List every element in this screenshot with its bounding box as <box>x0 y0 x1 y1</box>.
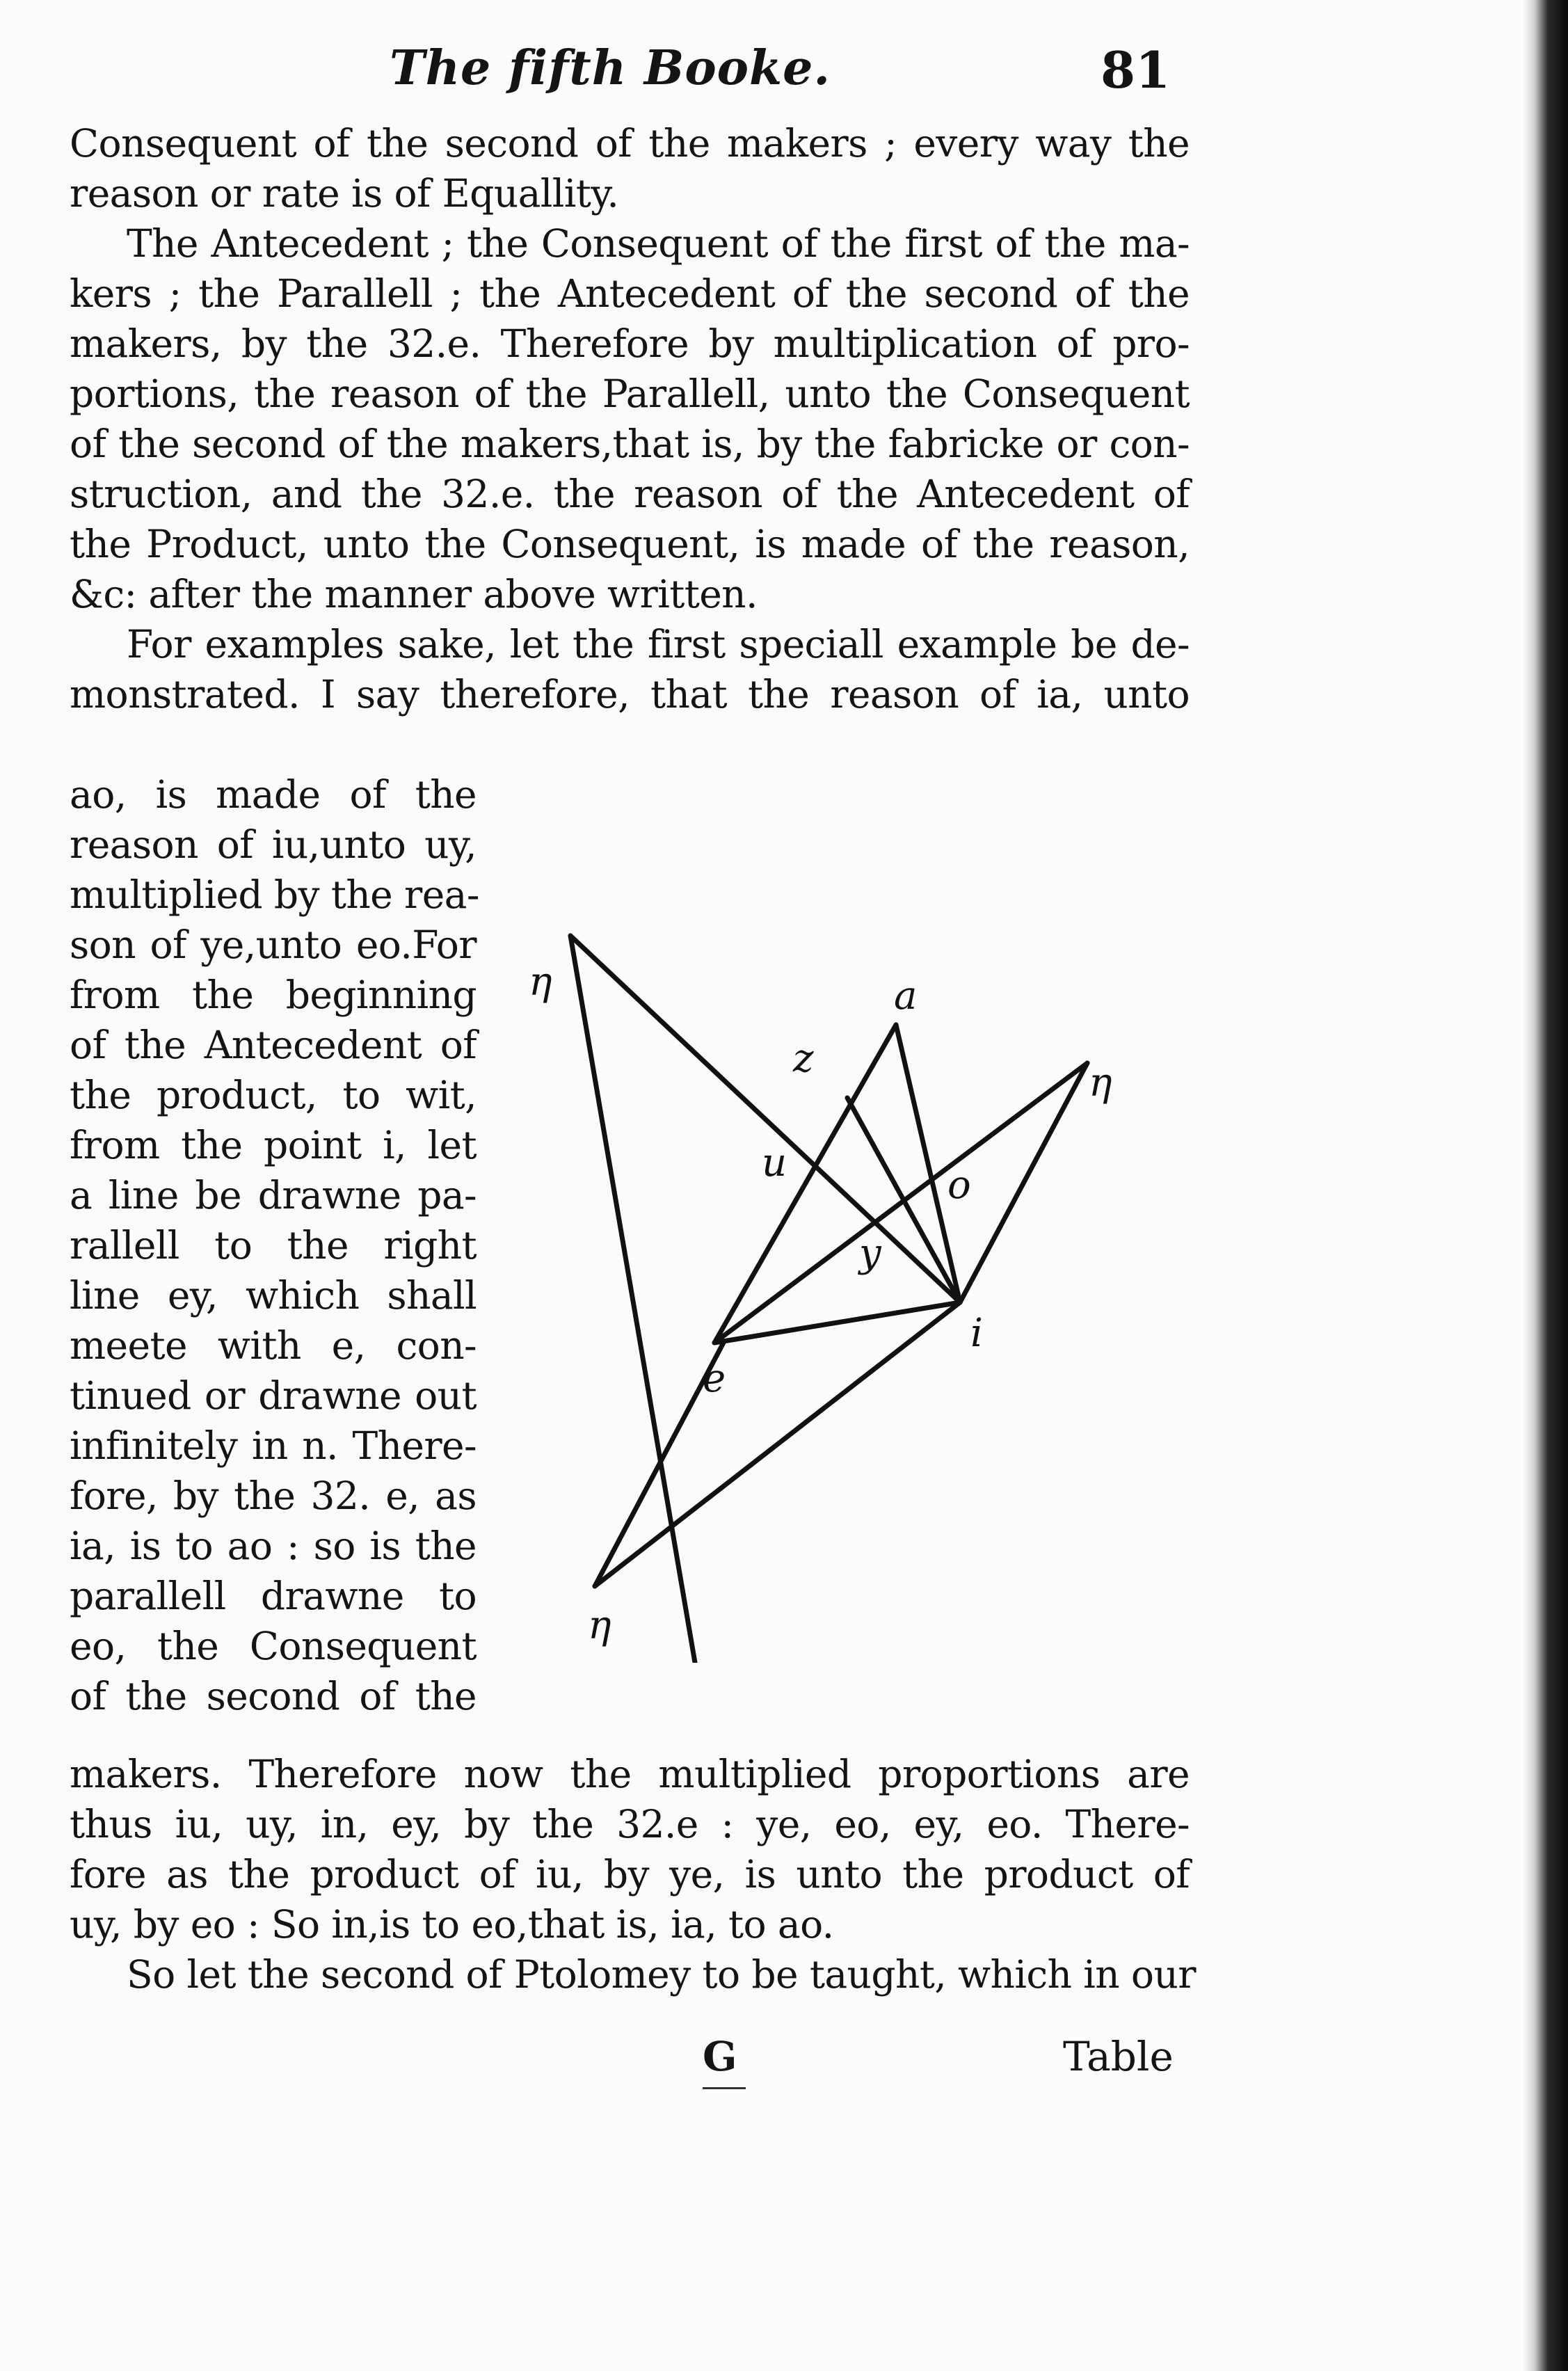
text-line: tinued or drawne out <box>70 1373 477 1418</box>
text-line: from the point i, let <box>70 1123 477 1167</box>
text-line: portions, the reason of the Parallell, unto the Consequent <box>70 372 1190 416</box>
label-e: e <box>703 1356 726 1401</box>
text-line: of the second of the makers,that is, by the fabricke or con- <box>70 422 1190 466</box>
label-z: z <box>793 1036 814 1081</box>
text-line: of the second of the <box>70 1674 477 1718</box>
text-line: fore, by the 32. e, as <box>70 1474 477 1518</box>
text-line: reason of iu,unto uy, <box>70 822 477 867</box>
text-line: line ey, which shall <box>70 1273 477 1318</box>
signature-mark: G <box>703 2033 737 2080</box>
text-line: a line be drawne pa- <box>70 1173 477 1218</box>
text-line: makers. Therefore now the multiplied proportions are <box>70 1752 1190 1796</box>
bottom-text-block <box>70 1749 1196 1999</box>
text-line: infinitely in n. There- <box>70 1423 477 1468</box>
text-line: meete with e, con- <box>70 1323 477 1368</box>
text-line: Consequent of the second of the makers ; every way the <box>70 121 1190 166</box>
text-line: thus iu, uy, in, ey, by the 32.e : ye, eo, ey, eo. There- <box>70 1802 1190 1846</box>
text-line: So let the second of Ptolomey to be taught, which in our <box>127 1952 1196 1997</box>
figure-line <box>714 1302 960 1343</box>
figure-line <box>595 1302 960 1586</box>
label-a: a <box>894 973 918 1019</box>
narrow-text-column <box>70 769 477 1721</box>
label-top-left: η <box>529 959 552 1005</box>
label-u: u <box>762 1140 787 1186</box>
label-top-right: η <box>1089 1060 1112 1105</box>
page-number: 81 <box>1101 40 1171 99</box>
text-line: reason or rate is of Equallity. <box>70 171 619 216</box>
top-text-block <box>70 118 1190 719</box>
text-line: son of ye,unto eo.For <box>70 923 477 967</box>
figure-line <box>570 936 714 1663</box>
text-line: ao, is made of the <box>70 772 477 817</box>
text-line: For examples sake, let the first speciall example be de- <box>127 622 1190 666</box>
signature-underline <box>703 2087 746 2089</box>
running-head: The fifth Booke. <box>390 40 831 96</box>
text-line: the product, to wit, <box>70 1073 477 1117</box>
text-line: &c: after the manner above written. <box>70 572 758 616</box>
label-o: o <box>947 1163 971 1208</box>
page-binding-shadow <box>1523 0 1568 2371</box>
geometric-figure <box>487 904 1210 1663</box>
text-line: The Antecedent ; the Consequent of the first of the ma- <box>127 221 1190 266</box>
text-line: rallell to the right <box>70 1223 477 1268</box>
text-line: the Product, unto the Consequent, is made of the reason, <box>70 522 1190 566</box>
text-line: uy, by eo : So in,is to eo,that is, ia, to ao. <box>70 1902 834 1947</box>
text-line: eo, the Consequent <box>70 1624 477 1668</box>
text-line: struction, and the 32.e. the reason of the Antecedent of <box>70 472 1190 516</box>
label-i: i <box>970 1311 983 1356</box>
label-y: y <box>859 1231 881 1276</box>
text-line: monstrated. I say therefore, that the reason of ia, unto <box>70 672 1190 717</box>
text-line: makers, by the 32.e. Therefore by multiplication of pro- <box>70 321 1190 366</box>
text-line: fore as the product of iu, by ye, is unto the product of <box>70 1852 1190 1897</box>
label-bottom: η <box>588 1603 611 1648</box>
text-line: parallell drawne to <box>70 1574 477 1618</box>
text-line: multiplied by the rea- <box>70 872 479 917</box>
figure-line <box>714 1063 1087 1343</box>
text-line: from the beginning <box>70 973 477 1017</box>
catchword: Table <box>1063 2033 1174 2080</box>
text-line: of the Antecedent of <box>70 1023 477 1067</box>
text-line: kers ; the Parallell ; the Antecedent of the second of the <box>70 271 1190 316</box>
text-line: ia, is to ao : so is the <box>70 1524 477 1568</box>
figure-line <box>960 1063 1087 1302</box>
